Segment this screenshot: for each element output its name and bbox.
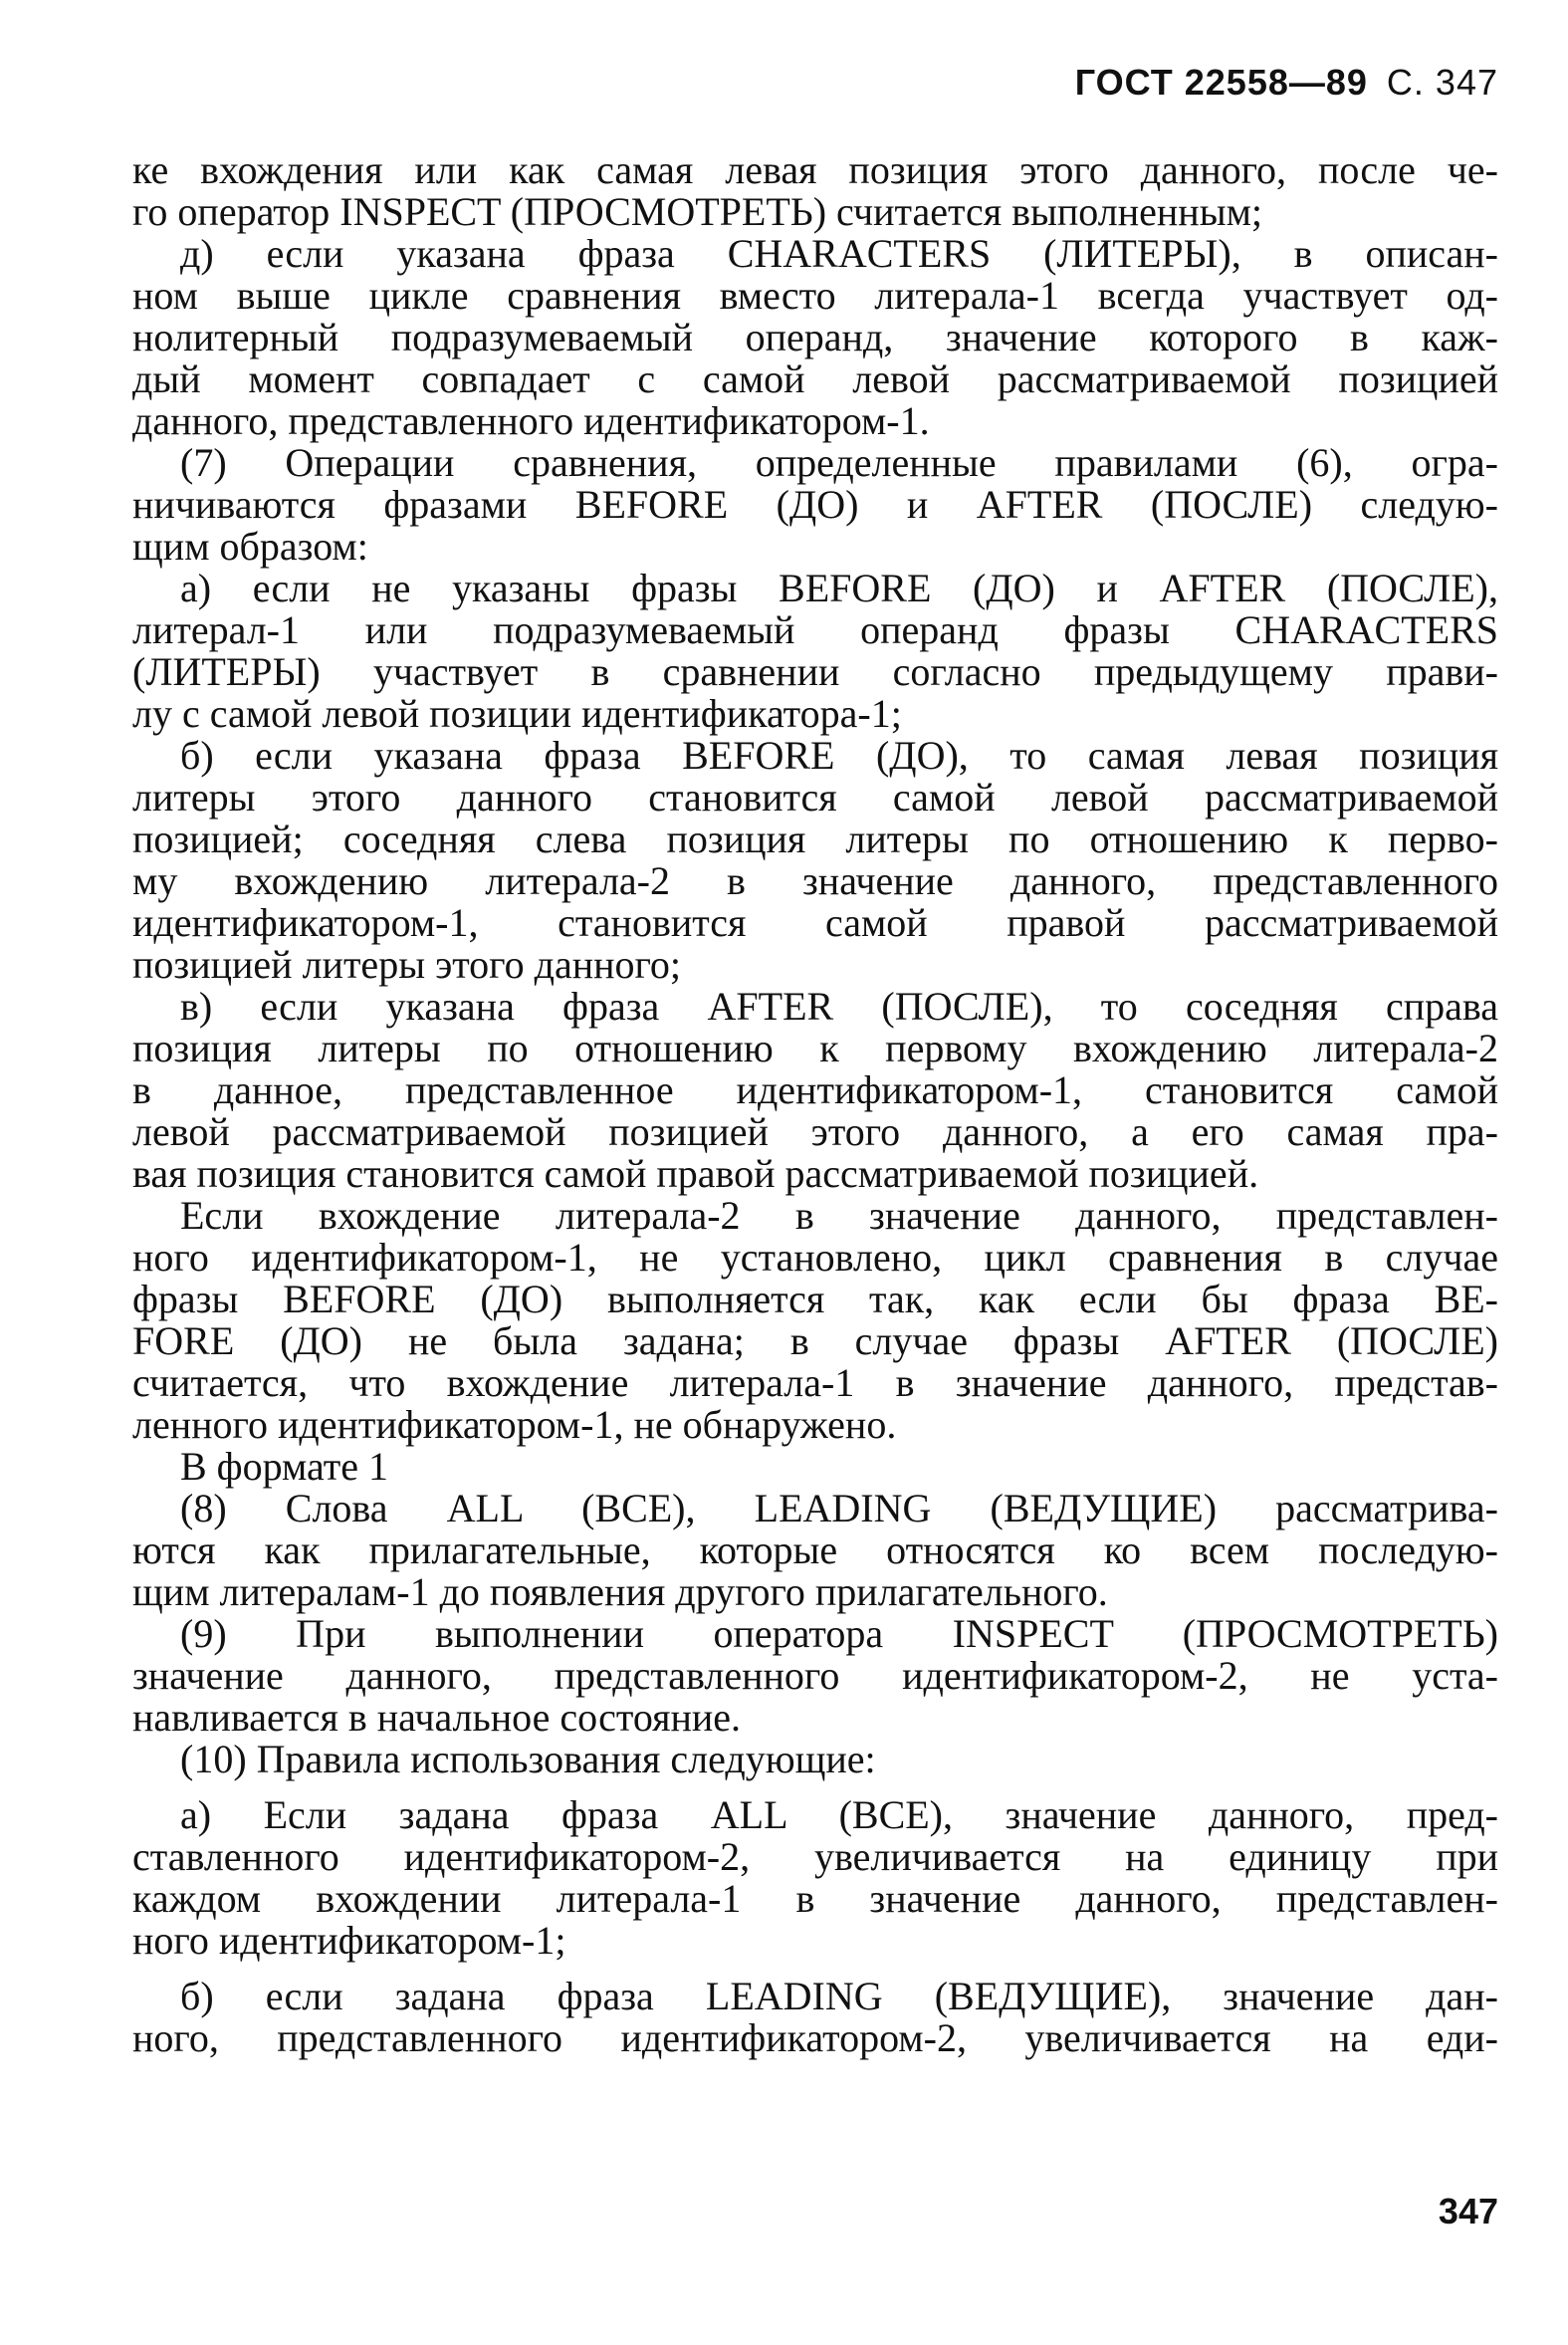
text-line: ются как прилагательные, которые относятся ко всем последую- bbox=[132, 1527, 1498, 1572]
text-line: дый момент совпадает с самой левой рассматриваемой позицией bbox=[132, 356, 1498, 401]
text-line: а) если не указаны фразы BEFORE (ДО) и AFTER (ПОСЛЕ), bbox=[180, 566, 1498, 610]
text-line: FORE (ДО) не была задана; в случае фразы AFTER (ПОСЛЕ) bbox=[132, 1318, 1498, 1363]
document-body bbox=[132, 149, 1498, 2059]
text-line: (9) При выполнении оператора INSPECT (ПРОСМОТРЕТЬ) bbox=[180, 1611, 1498, 1656]
page-header bbox=[1075, 62, 1498, 104]
text-line: (7) Операции сравнения, определенные правилами (6), огра- bbox=[180, 440, 1498, 485]
text-line: (8) Слова ALL (ВСЕ), LEADING (ВЕДУЩИЕ) рассматрива- bbox=[180, 1486, 1498, 1530]
text-line: навливается в начальное состояние. bbox=[132, 1695, 742, 1740]
text-line: ставленного идентификатором-2, увеличивается на единицу при bbox=[132, 1834, 1498, 1879]
text-line: б) если указана фраза BEFORE (ДО), то самая левая позиция bbox=[180, 733, 1498, 778]
text-line: данного, представленного идентификатором-1. bbox=[132, 398, 930, 443]
text-line: литерал-1 или подразумеваемый операнд фразы CHARACTERS bbox=[132, 607, 1498, 652]
text-line: ного идентификатором-1, не установлено, цикл сравнения в случае bbox=[132, 1235, 1498, 1280]
text-line: щим литералам-1 до появления другого прилагательного. bbox=[132, 1569, 1108, 1614]
text-line: Если вхождение литерала-2 в значение данного, представлен- bbox=[180, 1193, 1498, 1238]
text-line: идентификатором-1, становится самой правой рассматриваемой bbox=[132, 900, 1498, 945]
text-line: ленного идентификатором-1, не обнаружено. bbox=[132, 1402, 897, 1447]
text-line: нолитерный подразумеваемый операнд, значение которого в каж- bbox=[132, 315, 1498, 359]
page-reference: С. 347 bbox=[1386, 62, 1498, 103]
text-line: позицией литеры этого данного; bbox=[132, 942, 682, 987]
text-line: позицией; соседняя слева позиция литеры по отношению к перво- bbox=[132, 817, 1498, 861]
text-line: щим образом: bbox=[132, 524, 368, 569]
text-line: в данное, представленное идентификатором-1, становится самой bbox=[132, 1067, 1498, 1112]
text-line: литеры этого данного становится самой левой рассматриваемой bbox=[132, 775, 1498, 820]
text-line: вая позиция становится самой правой рассматриваемой позицией. bbox=[132, 1151, 1259, 1196]
text-line: б) если задана фраза LEADING (ВЕДУЩИЕ), значение дан- bbox=[180, 1974, 1498, 2018]
text-line: В формате 1 bbox=[180, 1444, 388, 1489]
text-line: левой рассматриваемой позицией этого данного, а его самая пра- bbox=[132, 1109, 1498, 1154]
text-line: лу с самой левой позиции идентификатора-1; bbox=[132, 691, 902, 736]
text-line: ном выше цикле сравнения вместо литерала-1 всегда участвует од- bbox=[132, 273, 1498, 318]
text-line: а) Если задана фраза ALL (ВСЕ), значение данного, пред- bbox=[180, 1792, 1498, 1837]
text-line: ного идентификатором-1; bbox=[132, 1918, 566, 1963]
text-line: (ЛИТЕРЫ) участвует в сравнении согласно предыдущему прави- bbox=[132, 649, 1498, 694]
text-line: позиция литеры по отношению к первому вхождению литерала-2 bbox=[132, 1026, 1498, 1070]
text-line: ничиваются фразами BEFORE (ДО) и AFTER (ПОСЛЕ) следую- bbox=[132, 482, 1498, 527]
text-line: считается, что вхождение литерала-1 в значение данного, представ- bbox=[132, 1360, 1498, 1405]
text-line: ке вхождения или как самая левая позиция этого данного, после че- bbox=[132, 147, 1498, 192]
page-number: 347 bbox=[1438, 2191, 1498, 2231]
text-line: каждом вхождении литерала-1 в значение данного, представлен- bbox=[132, 1876, 1498, 1921]
text-line: фразы BEFORE (ДО) выполняется так, как если бы фраза BE- bbox=[132, 1277, 1498, 1321]
text-line: д) если указана фраза CHARACTERS (ЛИТЕРЫ), в описан- bbox=[180, 231, 1498, 276]
text-line: (10) Правила использования следующие: bbox=[180, 1737, 876, 1781]
text-line: ного, представленного идентификатором-2, увеличивается на еди- bbox=[132, 2015, 1498, 2060]
text-line: му вхождению литерала-2 в значение данного, представленного bbox=[132, 858, 1498, 903]
text-line: значение данного, представленного идентификатором-2, не уста- bbox=[132, 1653, 1498, 1698]
text-line: го оператор INSPECT (ПРОСМОТРЕТЬ) считается выполненным; bbox=[132, 189, 1262, 234]
text-line: в) если указана фраза AFTER (ПОСЛЕ), то соседняя справа bbox=[180, 984, 1498, 1029]
standard-number: ГОСТ 22558—89 bbox=[1074, 62, 1368, 103]
